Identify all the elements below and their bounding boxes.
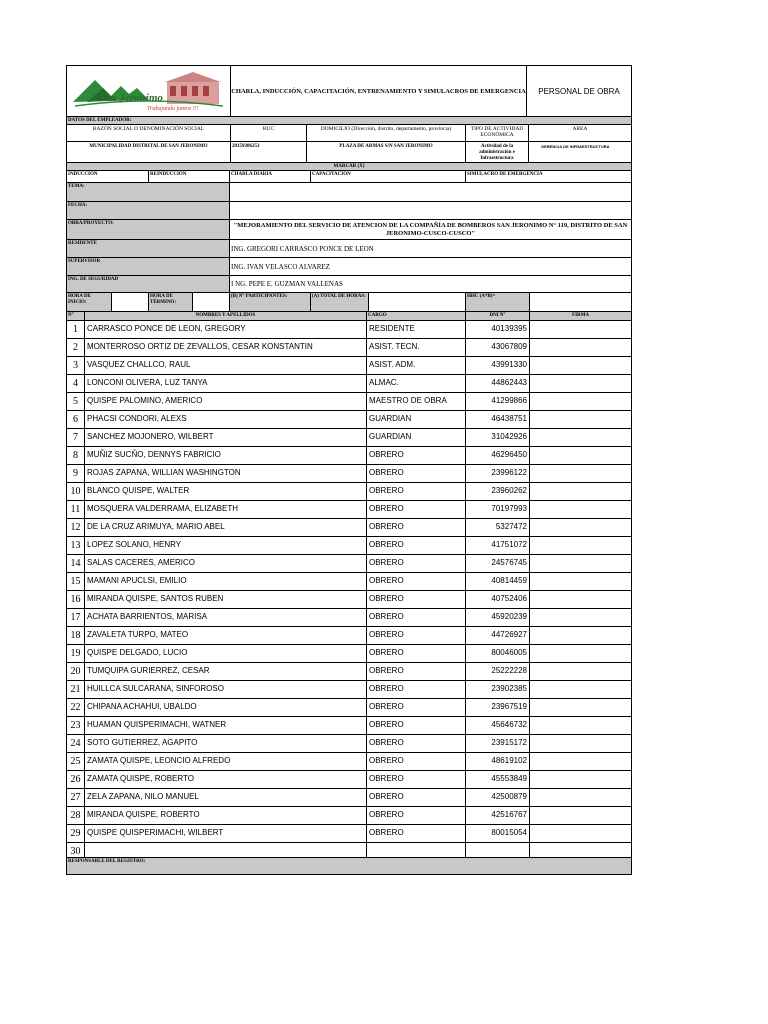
row-nombre: ROJAS ZAPANA, WILLIAN WASHINGTON	[84, 465, 366, 482]
table-row	[67, 483, 631, 501]
row-dni: 46438751	[465, 411, 529, 428]
fecha-row	[67, 202, 631, 220]
row-number: 19	[70, 648, 81, 659]
row-firma[interactable]	[529, 735, 631, 752]
row-cargo: OBRERO	[366, 825, 465, 842]
row-nombre: CHIPANA ACHAHUI, UBALDO	[84, 699, 366, 716]
table-row	[67, 537, 631, 555]
option-capacitacion[interactable]: CAPACITACIÓN	[310, 171, 465, 182]
form-header	[67, 66, 631, 117]
row-nombre: CARRASCO PONCE DE LEON, GREGORY	[84, 321, 366, 338]
tema-label: TEMA:	[67, 183, 229, 201]
row-firma[interactable]	[529, 375, 631, 392]
row-firma[interactable]	[529, 339, 631, 356]
responsable-label: RESPONSABLE DEL REGISTRO:	[68, 859, 146, 864]
row-cargo: OBRERO	[366, 501, 465, 518]
total-horas-field[interactable]	[368, 293, 465, 311]
col-nombres: NOMBRES Y APELLIDOS	[84, 312, 366, 320]
table-row	[67, 807, 631, 825]
row-number: 7	[73, 432, 78, 443]
supervisor-label: SUPERVISOR	[67, 258, 229, 275]
fecha-label: FECHA:	[67, 202, 229, 219]
row-nombre: SALAS CACERES, AMERICO	[84, 555, 366, 572]
row-number: 25	[70, 756, 81, 767]
hora-termino-field[interactable]	[192, 293, 229, 311]
row-nombre: DE LA CRUZ ARIMUYA, MARIO ABEL	[84, 519, 366, 536]
row-nombre: PHACSI CONDORI, ALEXS	[84, 411, 366, 428]
row-nombre: QUISPE DELGADO, LUCIO	[84, 645, 366, 662]
row-dni: 42500879	[465, 789, 529, 806]
table-row	[67, 411, 631, 429]
row-dni: 24576745	[465, 555, 529, 572]
row-cargo: OBRERO	[366, 609, 465, 626]
row-number: 2	[73, 342, 78, 353]
row-firma[interactable]	[529, 555, 631, 572]
hora-termino-label: HORA DE TÉRMINO:	[148, 293, 192, 311]
row-dni: 25222228	[465, 663, 529, 680]
row-firma[interactable]	[529, 429, 631, 446]
row-nombre: HUAMAN QUISPERIMACHI, WATNER	[84, 717, 366, 734]
row-number: 12	[70, 522, 81, 533]
row-dni: 40814459	[465, 573, 529, 590]
col-ruc: RUC	[230, 125, 306, 141]
row-dni: 43991330	[465, 357, 529, 374]
employer-tipo: Actividad de la administración e Infraestructura	[465, 142, 528, 162]
row-number: 21	[70, 684, 81, 695]
row-dni: 46296450	[465, 447, 529, 464]
logo-title: San Jeronimo	[99, 92, 163, 104]
row-dni: 40139395	[465, 321, 529, 338]
row-dni: 45553849	[465, 771, 529, 788]
option-simulacro[interactable]: SIMULACRO DE EMERGENCIA	[465, 171, 631, 182]
row-nombre: ZAMATA QUISPE, ROBERTO	[84, 771, 366, 788]
row-dni: 5327472	[465, 519, 529, 536]
seguridad-row	[67, 276, 631, 293]
row-number: 29	[70, 828, 81, 839]
employer-values	[67, 142, 631, 163]
row-firma[interactable]	[529, 807, 631, 824]
row-number: 18	[70, 630, 81, 641]
row-number: 17	[70, 612, 81, 623]
row-number: 30	[70, 846, 81, 857]
hhc-field[interactable]	[529, 293, 631, 311]
table-row	[67, 699, 631, 717]
option-charla-diaria[interactable]: CHARLA DIARIA	[229, 171, 310, 182]
row-cargo: ASIST. TECN.	[366, 339, 465, 356]
row-nombre: QUISPE PALOMINO, AMERICO	[84, 393, 366, 410]
row-cargo: OBRERO	[366, 573, 465, 590]
participantes-label: (B) N° PARTICIPANTES:	[229, 293, 310, 311]
municipality-logo	[67, 66, 230, 116]
employer-area: GERENCIA DE INFRAESTRUCTURA	[528, 142, 631, 162]
row-cargo: OBRERO	[366, 789, 465, 806]
row-dni: 45920239	[465, 609, 529, 626]
row-cargo: OBRERO	[366, 627, 465, 644]
row-number: 28	[70, 810, 81, 821]
row-cargo: GUARDIAN	[366, 429, 465, 446]
row-nombre: MUÑIZ SUCÑO, DENNYS FABRICIO	[84, 447, 366, 464]
row-firma[interactable]	[529, 699, 631, 716]
row-number: 14	[70, 558, 81, 569]
row-firma[interactable]	[529, 771, 631, 788]
table-row	[67, 771, 631, 789]
row-cargo: OBRERO	[366, 555, 465, 572]
row-cargo: OBRERO	[366, 753, 465, 770]
row-firma[interactable]	[529, 447, 631, 464]
hours-row	[67, 293, 631, 312]
row-firma[interactable]	[529, 465, 631, 482]
row-dni: 43067809	[465, 339, 529, 356]
col-firma: FIRMA	[529, 312, 631, 320]
table-row	[67, 447, 631, 465]
form-tag-cell	[526, 66, 631, 116]
obra-row	[67, 220, 631, 240]
row-dni: 23960262	[465, 483, 529, 500]
row-nombre: ZAMATA QUISPE, LEONCIO ALFREDO	[84, 753, 366, 770]
row-dni: 45646732	[465, 717, 529, 734]
row-firma[interactable]	[529, 483, 631, 500]
option-induccion[interactable]: INDUCCIÓN	[68, 172, 98, 177]
employer-column-headers	[67, 125, 631, 142]
obra-label: OBRA/PROYECTO:	[67, 220, 229, 239]
table-row	[67, 501, 631, 519]
row-firma[interactable]	[529, 609, 631, 626]
row-dni: 40752406	[465, 591, 529, 608]
row-number: 10	[70, 486, 81, 497]
row-number: 9	[73, 468, 78, 479]
row-number: 24	[70, 738, 81, 749]
row-nombre: MOSQUERA VALDERRAMA, ELIZABETH	[84, 501, 366, 518]
col-cargo: CARGO	[366, 312, 465, 320]
hhc-label: HHC (A*B)=	[465, 293, 529, 311]
table-row	[67, 357, 631, 375]
supervisor-row	[67, 258, 631, 276]
row-nombre: MIRANDA QUISPE, SANTOS RUBEN	[84, 591, 366, 608]
row-firma[interactable]	[529, 591, 631, 608]
row-cargo: OBRERO	[366, 717, 465, 734]
fecha-field[interactable]	[229, 202, 631, 219]
row-dni: 23996122	[465, 465, 529, 482]
col-razon-social: RAZÓN SOCIAL O DENOMINACIÓN SOCIAL	[92, 126, 205, 132]
table-row	[67, 591, 631, 609]
table-row	[67, 519, 631, 537]
row-nombre: VASQUEZ CHALLCO, RAUL	[84, 357, 366, 374]
marcar-label: MARCAR (X)	[333, 164, 365, 169]
row-nombre: ACHATA BARRIENTOS, MARISA	[84, 609, 366, 626]
row-number: 20	[70, 666, 81, 677]
row-firma[interactable]	[529, 663, 631, 680]
col-dni: DNI N°	[465, 312, 529, 320]
row-nombre: BLANCO QUISPE, WALTER	[84, 483, 366, 500]
row-number: 3	[73, 360, 78, 371]
row-number: 11	[70, 504, 81, 515]
row-dni: 44726927	[465, 627, 529, 644]
seguridad-label: ING. DE SEGURIDAD	[67, 276, 229, 292]
row-cargo: OBRERO	[366, 483, 465, 500]
obra-value: "MEJORAMIENTO DEL SERVICIO DE ATENCION DE LA COMPAÑÍA DE BOMBEROS SAN JERONIMO N° 119, DISTRITO DE SAN JERONIMO-CUSCO-CUSCO"	[229, 220, 631, 239]
row-firma[interactable]	[529, 357, 631, 374]
row-cargo: OBRERO	[366, 771, 465, 788]
employer-section-header	[67, 117, 631, 125]
table-row	[67, 339, 631, 357]
row-dni: 80015054	[465, 825, 529, 842]
col-no: N°	[68, 313, 74, 318]
row-dni: 41751072	[465, 537, 529, 554]
tema-row	[67, 183, 631, 202]
logo-slogan: Trabajando juntos !!!	[147, 106, 199, 112]
hora-inicio-field[interactable]	[111, 293, 148, 311]
personal-obra-form	[66, 65, 632, 875]
employer-razon: MUNICIPALIDAD DISTRITAL DE SAN JERONIMO	[89, 144, 208, 149]
table-row	[67, 609, 631, 627]
table-row	[67, 735, 631, 753]
table-row	[67, 555, 631, 573]
table-row	[67, 465, 631, 483]
row-dni: 44862443	[465, 375, 529, 392]
table-row	[67, 717, 631, 735]
residente-row	[67, 240, 631, 258]
row-firma[interactable]	[529, 573, 631, 590]
row-nombre: SANCHEZ MOJONERO, WILBERT	[84, 429, 366, 446]
total-horas-label: (A) TOTAL DE HORAS:	[310, 293, 368, 311]
row-cargo: RESIDENTE	[366, 321, 465, 338]
row-number: 26	[70, 774, 81, 785]
row-number: 27	[70, 792, 81, 803]
tema-field[interactable]	[229, 183, 631, 201]
row-firma[interactable]	[529, 717, 631, 734]
table-row	[67, 627, 631, 645]
row-firma[interactable]	[529, 501, 631, 518]
row-cargo: OBRERO	[366, 681, 465, 698]
form-title-cell	[230, 66, 526, 116]
row-nombre: LOPEZ SOLANO, HENRY	[84, 537, 366, 554]
row-cargo: ALMAC.	[366, 375, 465, 392]
row-nombre: QUISPE QUISPERIMACHI, WILBERT	[84, 825, 366, 842]
row-dni: 31042926	[465, 429, 529, 446]
row-number: 4	[73, 378, 78, 389]
row-number: 5	[73, 396, 78, 407]
row-firma[interactable]	[529, 321, 631, 338]
row-cargo: OBRERO	[366, 645, 465, 662]
row-cargo: OBRERO	[366, 735, 465, 752]
row-number: 23	[70, 720, 81, 731]
row-nombre: MAMANI APUCLSI, EMILIO	[84, 573, 366, 590]
row-dni: 42516767	[465, 807, 529, 824]
row-firma[interactable]	[529, 681, 631, 698]
col-tipo-actividad: TIPO DE ACTIVIDAD ECONÓMICA	[465, 125, 528, 141]
table-row	[67, 681, 631, 699]
row-nombre: ZAVALETA TURPO, MATEO	[84, 627, 366, 644]
table-header	[67, 312, 631, 321]
row-dni: 23915172	[465, 735, 529, 752]
row-number: 13	[70, 540, 81, 551]
table-row	[67, 753, 631, 771]
row-number: 16	[70, 594, 81, 605]
residente-value: ING. GREGORI CARRASCO PONCE DE LEON	[229, 240, 631, 257]
seguridad-value: I NG. PEPE E. GUZMAN VALLENAS	[229, 276, 631, 292]
row-cargo: OBRERO	[366, 699, 465, 716]
employer-ruc: 20159386253	[230, 142, 306, 162]
table-row	[67, 321, 631, 339]
option-reinduccion[interactable]: REINDUCCIÓN	[148, 171, 229, 182]
table-row	[67, 825, 631, 843]
row-dni: 48619102	[465, 753, 529, 770]
marcar-options	[67, 171, 631, 183]
row-firma[interactable]	[529, 393, 631, 410]
table-row	[67, 393, 631, 411]
row-cargo: OBRERO	[366, 807, 465, 824]
row-cargo: MAESTRO DE OBRA	[366, 393, 465, 410]
residente-label: RESIDENTE	[67, 240, 229, 257]
row-number: 1	[73, 324, 78, 335]
row-cargo: OBRERO	[366, 591, 465, 608]
employer-section-label: DATOS DEL EMPLEADOR:	[68, 118, 132, 123]
table-row	[67, 573, 631, 591]
table-row	[67, 663, 631, 681]
row-cargo: OBRERO	[366, 537, 465, 554]
row-number: 22	[70, 702, 81, 713]
row-cargo: ASIST. ADM.	[366, 357, 465, 374]
row-nombre: MONTERROSO ORTIZ DE ZEVALLOS, CESAR KONSTANTIN	[84, 339, 366, 356]
row-dni: 23967519	[465, 699, 529, 716]
employer-domicilio: PLAZA DE ARMAS S/N SAN JERONIMO	[306, 142, 465, 162]
row-firma[interactable]	[529, 825, 631, 842]
row-dni: 70197993	[465, 501, 529, 518]
row-firma[interactable]	[529, 789, 631, 806]
row-nombre: HUILLCA SULCARANA, SINFOROSO	[84, 681, 366, 698]
row-number: 6	[73, 414, 78, 425]
marcar-header	[67, 163, 631, 171]
row-number: 8	[73, 450, 78, 461]
row-nombre: SOTO GUTIERREZ, AGAPITO	[84, 735, 366, 752]
row-cargo: OBRERO	[366, 447, 465, 464]
row-firma[interactable]	[529, 627, 631, 644]
row-number: 15	[70, 576, 81, 587]
table-row	[67, 429, 631, 447]
row-nombre: ZELA ZAPANA, NILO MANUEL	[84, 789, 366, 806]
row-firma[interactable]	[529, 645, 631, 662]
row-nombre: TUMQUIPA GURIERREZ, CESAR	[84, 663, 366, 680]
row-firma[interactable]	[529, 519, 631, 536]
row-cargo: GUARDIAN	[366, 411, 465, 428]
table-row	[67, 375, 631, 393]
table-row	[67, 789, 631, 807]
row-firma[interactable]	[529, 411, 631, 428]
row-dni: 80046005	[465, 645, 529, 662]
hora-inicio-label: HORA DE INICIO:	[67, 293, 111, 311]
form-title: CHARLA, INDUCCIÓN, CAPACITACIÓN, ENTRENAMIENTO Y SIMULACROS DE EMERGENCIA	[231, 87, 526, 95]
row-cargo: OBRERO	[366, 465, 465, 482]
row-dni: 23902385	[465, 681, 529, 698]
table-row	[67, 645, 631, 663]
supervisor-value: ING. IVAN VELASCO ALVAREZ	[229, 258, 631, 275]
row-dni: 41299866	[465, 393, 529, 410]
row-cargo: OBRERO	[366, 519, 465, 536]
row-cargo: OBRERO	[366, 663, 465, 680]
row-nombre: LONCONI OLIVERA, LUZ TANYA	[84, 375, 366, 392]
row-firma[interactable]	[529, 753, 631, 770]
row-nombre: MIRANDA QUISPE, ROBERTO	[84, 807, 366, 824]
row-firma[interactable]	[529, 537, 631, 554]
footer-row	[67, 857, 631, 874]
col-area: AREA	[528, 125, 631, 141]
col-domicilio: DOMICILIO (Dirección, distrito, departamento, provincia)	[306, 125, 465, 141]
form-tag: PERSONAL DE OBRA	[538, 86, 620, 96]
